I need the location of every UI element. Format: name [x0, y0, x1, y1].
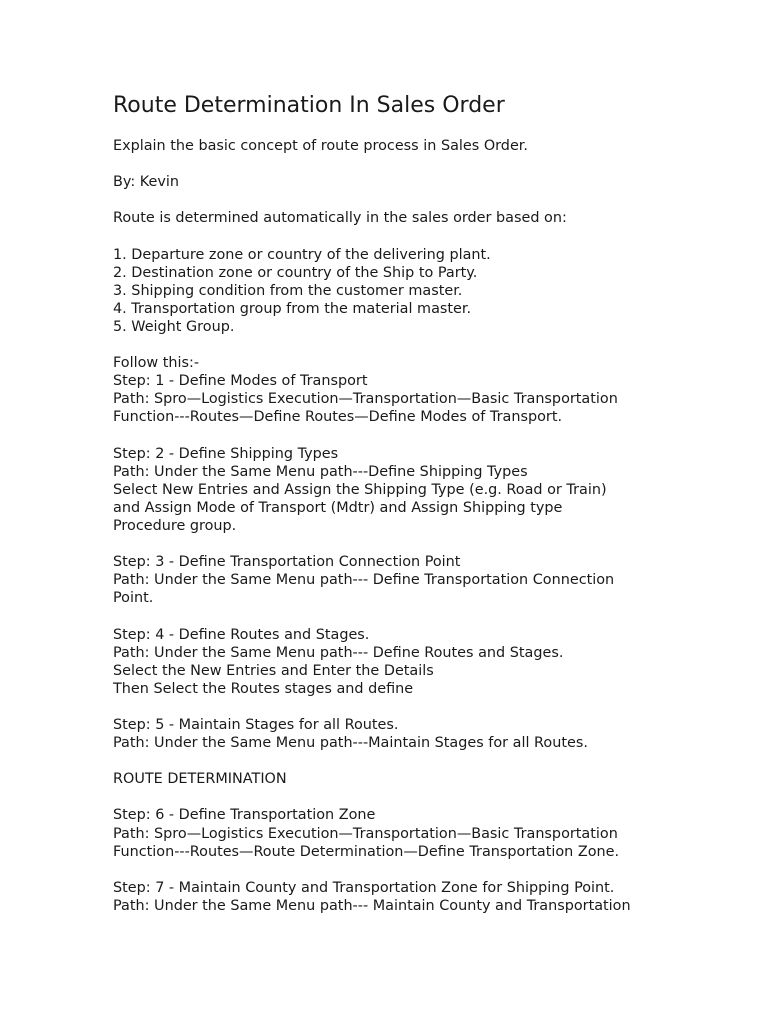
step-heading: Step: 2 - Define Shipping Types	[113, 445, 339, 462]
criteria-item: 2. Destination zone or country of the Ship to Party.	[113, 264, 478, 281]
step-2-section	[113, 445, 713, 535]
criteria-item: 4. Transportation group from the material master.	[113, 300, 472, 317]
step-heading: Step: 4 - Define Routes and Stages.	[113, 626, 370, 643]
step-path-line: Path: Under the Same Menu path--- Maintain County and Transportation	[113, 897, 631, 914]
step-1-section	[113, 354, 713, 426]
step-heading: Step: 6 - Define Transportation Zone	[113, 807, 376, 824]
step-path-line: Function---Routes—Route Determination—Define Transportation Zone.	[113, 843, 620, 860]
author-line: By: Kevin	[113, 174, 179, 191]
step-path-line: Path: Under the Same Menu path---Define Shipping Types	[113, 463, 528, 480]
step-path-line: Path: Under the Same Menu path--- Define Transportation Connection	[113, 572, 615, 589]
step-path-line: Function---Routes—Define Routes—Define Modes of Transport.	[113, 409, 563, 426]
section-heading: ROUTE DETERMINATION	[113, 771, 287, 788]
intro-line: Explain the basic concept of route process in Sales Order.	[113, 138, 528, 154]
criteria-item: 3. Shipping condition from the customer master.	[113, 282, 463, 299]
author-paragraph	[113, 173, 713, 191]
step-path-line: Path: Under the Same Menu path---Maintain Stages for all Routes.	[113, 735, 588, 752]
follow-line: Follow this:-	[113, 355, 200, 372]
step-3-section	[113, 553, 713, 607]
criteria-item: 1. Departure zone or country of the delivering plant.	[113, 246, 491, 263]
step-4-section	[113, 626, 713, 698]
document-page	[113, 92, 713, 933]
step-path-line: Path: Spro—Logistics Execution—Transportation—Basic Transportation	[113, 825, 618, 842]
criteria-list	[113, 246, 713, 336]
step-detail-line: Select New Entries and Assign the Shipping Type (e.g. Road or Train)	[113, 481, 607, 498]
step-detail-line: and Assign Mode of Transport (Mdtr) and Assign Shipping type	[113, 499, 563, 516]
step-heading: Step: 3 - Define Transportation Connection Point	[113, 554, 461, 571]
step-7-section	[113, 879, 713, 915]
document-title: Route Determination In Sales Order	[113, 93, 505, 118]
step-path-line: Path: Spro—Logistics Execution—Transportation—Basic Transportation	[113, 391, 618, 408]
step-path-line: Point.	[113, 590, 154, 607]
criteria-item: 5. Weight Group.	[113, 318, 235, 335]
step-5-section	[113, 716, 713, 752]
step-detail-line: Procedure group.	[113, 517, 237, 534]
lead-paragraph	[113, 209, 713, 227]
lead-line: Route is determined automatically in the sales order based on:	[113, 210, 567, 227]
step-heading: Step: 7 - Maintain County and Transportation Zone for Shipping Point.	[113, 879, 615, 896]
step-heading: Step: 5 - Maintain Stages for all Routes.	[113, 717, 399, 733]
intro-paragraph	[113, 137, 713, 155]
section-heading-paragraph	[113, 770, 713, 788]
step-path-line: Path: Under the Same Menu path--- Define Routes and Stages.	[113, 644, 564, 661]
step-6-section	[113, 806, 713, 860]
step-detail-line: Then Select the Routes stages and define	[113, 680, 414, 697]
step-heading: Step: 1 - Define Modes of Transport	[113, 373, 368, 390]
step-detail-line: Select the New Entries and Enter the Details	[113, 662, 434, 679]
